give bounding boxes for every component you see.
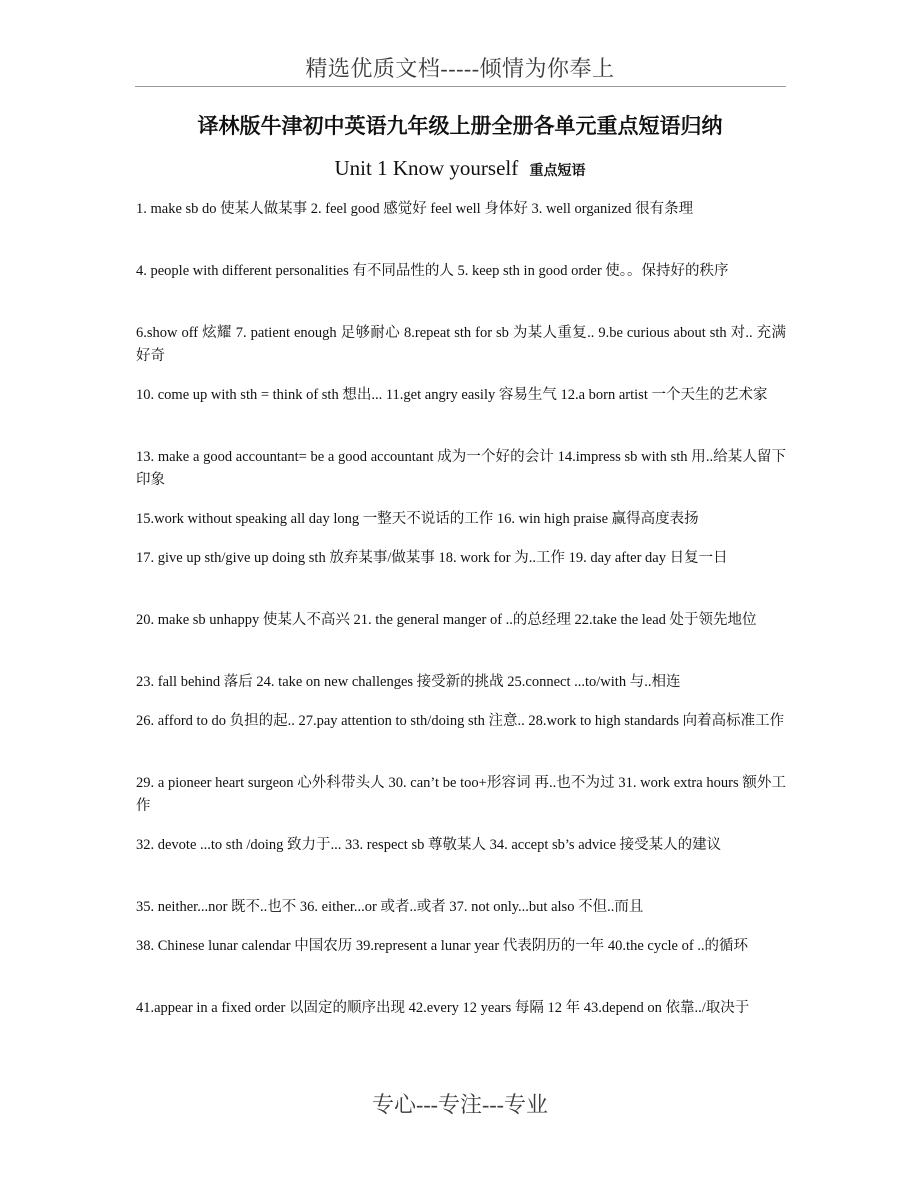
phrase-paragraph-3: 6.show off 炫耀 7. patient enough 足够耐心 8.repeat sth for sb 为某人重复.. 9.be curious about sth 对.. 充满好奇	[136, 325, 786, 364]
header-divider	[135, 86, 786, 87]
page-header: 精选优质文档-----倾情为你奉上	[305, 56, 615, 81]
phrase-paragraph-4: 10. come up with sth = think of sth 想出... 11.get angry easily 容易生气 12.a born artist 一个天生的艺术家	[136, 387, 768, 403]
phrase-paragraph-2: 4. people with different personalities 有不同品性的人 5. keep sth in good order 使。。保持好的秩序	[136, 263, 729, 279]
phrase-paragraph-6: 15.work without speaking all day long 一整天不说话的工作 16. win high praise 赢得高度表扬	[136, 511, 699, 527]
page-footer: 专心---专注---专业	[372, 1092, 548, 1117]
phrase-paragraph-13: 35. neither...nor 既不..也不 36. either...or 或者..或者 37. not only...but also 不但..而且	[136, 899, 644, 915]
unit-title: Unit 1 Know yourself	[334, 156, 519, 180]
document-title: 译林版牛津初中英语九年级上册全册各单元重点短语归纳	[197, 114, 723, 138]
unit-heading	[0, 156, 920, 181]
unit-tag: 重点短语	[529, 163, 586, 179]
phrase-paragraph-9: 23. fall behind 落后 24. take on new challenges 接受新的挑战 25.connect ...to/with 与..相连	[136, 674, 681, 690]
phrase-paragraph-14: 38. Chinese lunar calendar 中国农历 39.represent a lunar year 代表阴历的一年 40.the cycle of ..的循环	[136, 938, 749, 954]
phrase-paragraph-5: 13. make a good accountant= be a good accountant 成为一个好的会计 14.impress sb with sth 用..给某人留下印象	[136, 449, 786, 488]
phrase-paragraph-1: 1. make sb do 使某人做某事 2. feel good 感觉好 feel well 身体好 3. well organized 很有条理	[136, 201, 694, 217]
phrase-paragraph-7: 17. give up sth/give up doing sth 放弃某事/做某事 18. work for 为..工作 19. day after day 日复一日	[136, 550, 728, 566]
phrase-paragraph-10: 26. afford to do 负担的起.. 27.pay attention to sth/doing sth 注意.. 28.work to high standards 向着高标准工作	[136, 713, 785, 729]
phrase-paragraph-12: 32. devote ...to sth /doing 致力于... 33. respect sb 尊敬某人 34. accept sb’s advice 接受某人的建议	[136, 837, 722, 853]
phrase-paragraph-15: 41.appear in a fixed order 以固定的顺序出现 42.every 12 years 每隔 12 年 43.depend on 依靠../取决于	[136, 1000, 750, 1016]
phrase-paragraph-11: 29. a pioneer heart surgeon 心外科带头人 30. can’t be too+形容词 再..也不为过 31. work extra hours 额外工作	[136, 775, 786, 814]
phrase-list	[136, 198, 786, 1059]
phrase-paragraph-8: 20. make sb unhappy 使某人不高兴 21. the general manger of ..的总经理 22.take the lead 处于领先地位	[136, 612, 757, 628]
